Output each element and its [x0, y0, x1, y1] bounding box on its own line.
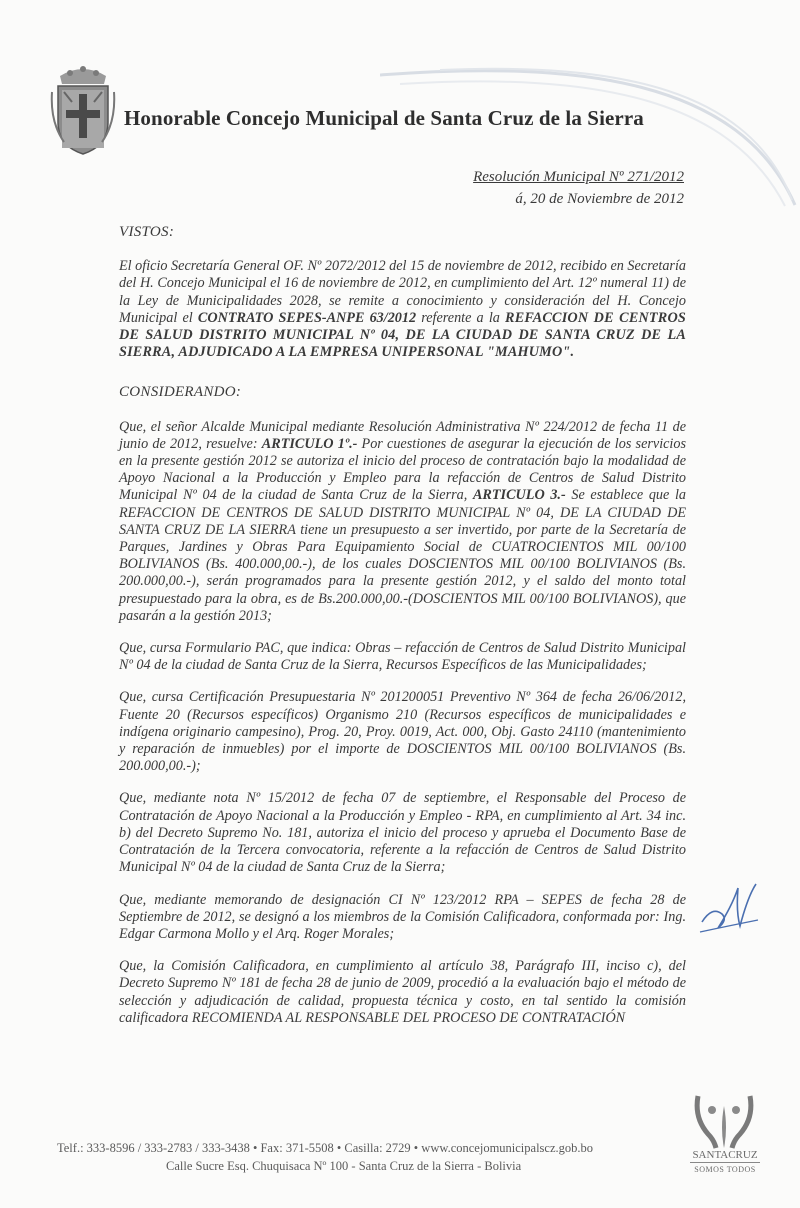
organization-title: Honorable Concejo Municipal de Santa Cruz de la Sierra [124, 106, 644, 130]
considerando-heading: CONSIDERANDO: [119, 384, 242, 401]
vistos-paragraph [119, 258, 686, 361]
logo-subtitle: SOMOS TODOS [690, 1162, 760, 1175]
considerando-paragraph-2: Que, cursa Formulario PAC, que indica: Obras – refacción de Centros de Salud Distrito Municipal Nº 04 de la ciudad de Santa Cruz de la Sierra, Recursos Específicos de las Municipalidades; [119, 640, 686, 674]
considerando-paragraph-5: Que, mediante memorando de designación CI Nº 123/2012 RPA – SEPES de fecha 28 de Septiembre de 2012, se designó a los miembros de la Comisión Calificadora, conformada por: Ing. Edgar Carmona Mollo y el Arq. Roger Morales; [119, 891, 686, 942]
signature-initials [698, 876, 760, 938]
p1-article-3: ARTICULO 3.- [472, 487, 566, 504]
considerando-paragraph-6: Que, la Comisión Calificadora, en cumplimiento al artículo 38, Parágrafo III, inciso c), del Decreto Supremo Nº 181 de fecha 28 de junio de 2009, procedió a la evaluación bajo el método de selección y adjudicación de calidad, propuesta técnica y costo, en tal sentido la comisión calificadora RECOMIENDA AL RESPONSABLE DEL PROCESO DE CONTRATACIÓN [119, 958, 686, 1026]
resolution-date: á, 20 de Noviembre de 2012 [515, 191, 684, 207]
resolution-number: Resolución Municipal Nº 271/2012 [473, 169, 684, 185]
vistos-subject: REFACCION DE CENTROS DE SALUD DISTRITO MUNICIPAL Nº 04, DE LA CIUDAD DE SANTA CRUZ DE LA SIERRA, ADJUDICADO A LA EMPRESA UNIPERSONAL "MAHUMO". [119, 309, 686, 361]
footer-contact: Telf.: 333-8596 / 333-2783 / 333-3438 • Fax: 371-5508 • Casilla: 2729 • www.concejomunicipalscz.gob.bo [57, 1141, 594, 1155]
p1-text-b: Por cuestiones de asegurar la ejecución de los servicios en la presente gestión 2012 se autoriza el inicio del proceso de contratación bajo la modalidad de Apoyo Nacional a la Producción y Empleo para la refacción de Centros de Salud Distrito Municipal Nº 04 de la ciudad de Santa Cruz de la Sierra, [119, 435, 686, 504]
resolution-block [473, 166, 684, 210]
p1-text-c: Se establece que la REFACCION DE CENTROS DE SALUD DISTRITO MUNICIPAL Nº 04, DE LA CIUDAD DE SANTA CRUZ DE LA SIERRA tiene un presupuesto a ser invertido, por parte de la Secretaría de Parques, Jardines y Obras Para Equipamiento Social de CUATROCIENTOS MIL 00/100 BOLIVIANOS (Bs. 400.000,00.-), de los cuales DOSCIENTOS MIL 00/100 BOLIVIANOS (Bs. 200.000,00.-), serán programados para la presente gestión 2012, y el saldo del monto total presupuestado para la obra, es de Bs.200.000,00.-(DOSCIENTOS MIL 00/100 BOLIVIANOS), que pasarán a la gestión 2013; [119, 487, 686, 624]
footer-address: Calle Sucre Esq. Chuquisaca Nº 100 - Santa Cruz de la Sierra - Bolivia [166, 1159, 522, 1173]
vistos-contract-ref: CONTRATO SEPES-ANPE 63/2012 [197, 309, 417, 326]
p1-article-1: ARTICULO 1º.- [261, 435, 358, 452]
considerando-paragraph-3: Que, cursa Certificación Presupuestaria Nº 201200051 Preventivo Nº 364 de fecha 26/06/2012, Fuente 20 (Recursos específicos) Organismo 210 (Recursos específicos de municipalidades e indígena originario campesino), Prog. 20, Proy. 0019, Act. 000, Obj. Gasto 24110 (mantenimiento y reparación de inmuebles) por el importe de DOSCIENTOS MIL 00/100 BOLIVIANOS (Bs. 200.000,00.-); [119, 689, 686, 775]
vistos-heading: VISTOS: [119, 224, 175, 240]
vistos-text-2: referente a la [416, 309, 506, 326]
coat-of-arms-icon [50, 62, 116, 158]
considerando-paragraph-4: Que, mediante nota Nº 15/2012 de fecha 07 de septiembre, el Responsable del Proceso de Contratación de Apoyo Nacional a la Producción y Empleo - RPA, en cumplimiento al Art. 34 inc. b) del Decreto Supremo No. 181, autoriza el inicio del proceso y aprueba el Documento Base de Contratación de la Tercera convocatoria, referente a la refacción de Centros de Salud Distrito Municipal Nº 04 de la ciudad de Santa Cruz de la Sierra; [119, 790, 686, 876]
logo-title: SANTACRUZ [692, 1149, 758, 1161]
santa-cruz-logo-text [690, 1150, 760, 1175]
considerando-paragraph-1 [119, 419, 686, 625]
vistos-text-1: El oficio Secretaría General OF. Nº 2072/2012 del 15 de noviembre de 2012, recibido en Secretaría del H. Concejo Municipal el 16 de noviembre de 2012, en cumplimiento del Art. 12º numeral 11) de la Ley de Municipalidades 2028, se remite a conocimiento y consideración del H. Concejo Municipal el [119, 258, 686, 326]
p1-text-a: Que, el señor Alcalde Municipal mediante Resolución Administrativa Nº 224/2012 de fecha 11 de junio de 2012, resuelve: [119, 418, 686, 452]
document-body [119, 224, 686, 1042]
